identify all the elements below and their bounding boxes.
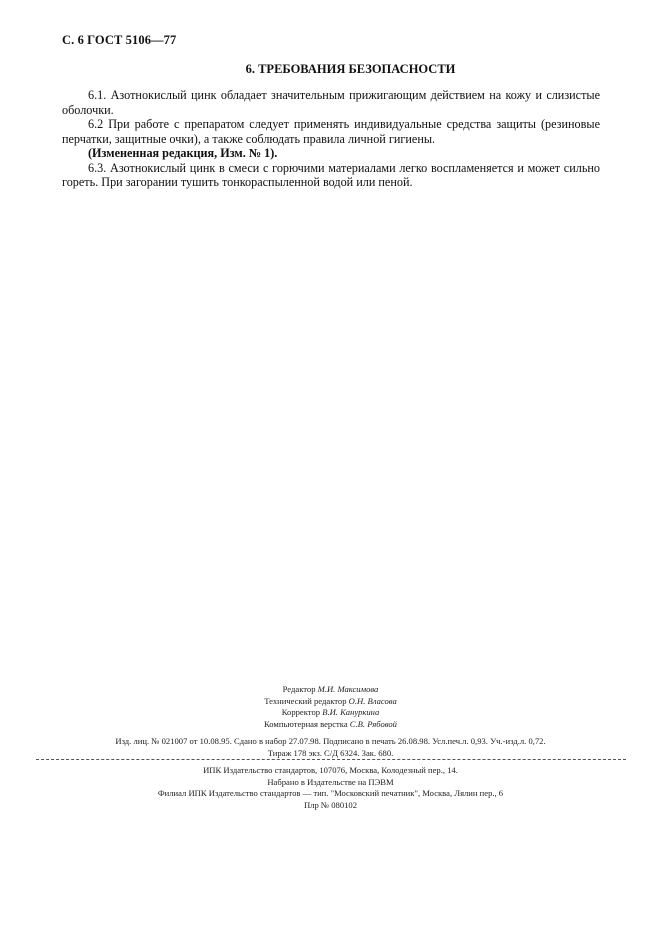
divider: [36, 759, 626, 760]
staff-layout: [0, 719, 661, 731]
paragraph-6-1: 6.1. Азотнокислый цинк обладает значительным прижигающим действием на кожу и слизистые оболочки.: [62, 88, 600, 117]
staff-editor: [0, 684, 661, 696]
page-header: С. 6 ГОСТ 5106—77: [62, 33, 177, 47]
imprint-publication-info: [0, 736, 661, 759]
print-line: ИПК Издательство стандартов, 107076, Москва, Колодезный пер., 14.: [203, 765, 458, 775]
staff-name: В.И. Кануркина: [322, 707, 380, 717]
pub-line: Изд. лиц. № 021007 от 10.08.95. Сдано в набор 27.07.98. Подписано в печать 26.08.98. Усл.печ.л. 0,93. Уч.-изд.л. 0,72.: [115, 736, 546, 746]
staff-tech-editor: [0, 696, 661, 708]
staff-name: С.В. Рябовой: [349, 718, 397, 729]
imprint-staff: [0, 684, 661, 730]
staff-name: М.И. Максимова: [317, 684, 379, 694]
staff-role: Редактор: [282, 684, 316, 694]
staff-role: Корректор: [281, 707, 321, 717]
section-title: 6. ТРЕБОВАНИЯ БЕЗОПАСНОСТИ: [245, 62, 456, 76]
amendment-note: (Измененная редакция, Изм. № 1).: [88, 146, 278, 160]
print-line: Плр № 080102: [303, 799, 358, 810]
staff-name: О.Н. Власова: [348, 695, 397, 706]
paragraph-6-3: 6.3. Азотнокислый цинк в смеси с горючими материалами легко воспламеняется и может сильно гореть. При загорании тушить тонкораспыленной водой или пеной.: [62, 160, 600, 189]
staff-corrector: [0, 707, 661, 719]
print-line: Набрано в Издательстве на ПЭВМ: [267, 776, 394, 787]
staff-role: Компьютерная верстка: [264, 718, 348, 729]
imprint-printer-info: [0, 765, 661, 811]
pub-line: Тираж 178 экз. С/Д 6324. Зак. 680.: [267, 747, 394, 758]
section-body: [62, 88, 600, 190]
staff-role: Технический редактор: [264, 695, 347, 706]
print-line: Филиал ИПК Издательство стандартов — тип. "Московский печатник", Москва, Лялин пер., 6: [157, 788, 504, 798]
paragraph-6-2: 6.2 При работе с препаратом следует применять индивидуальные средства защиты (резиновые перчатки, защитные очки), а также соблюдать правила личной гигиены.: [62, 117, 600, 146]
